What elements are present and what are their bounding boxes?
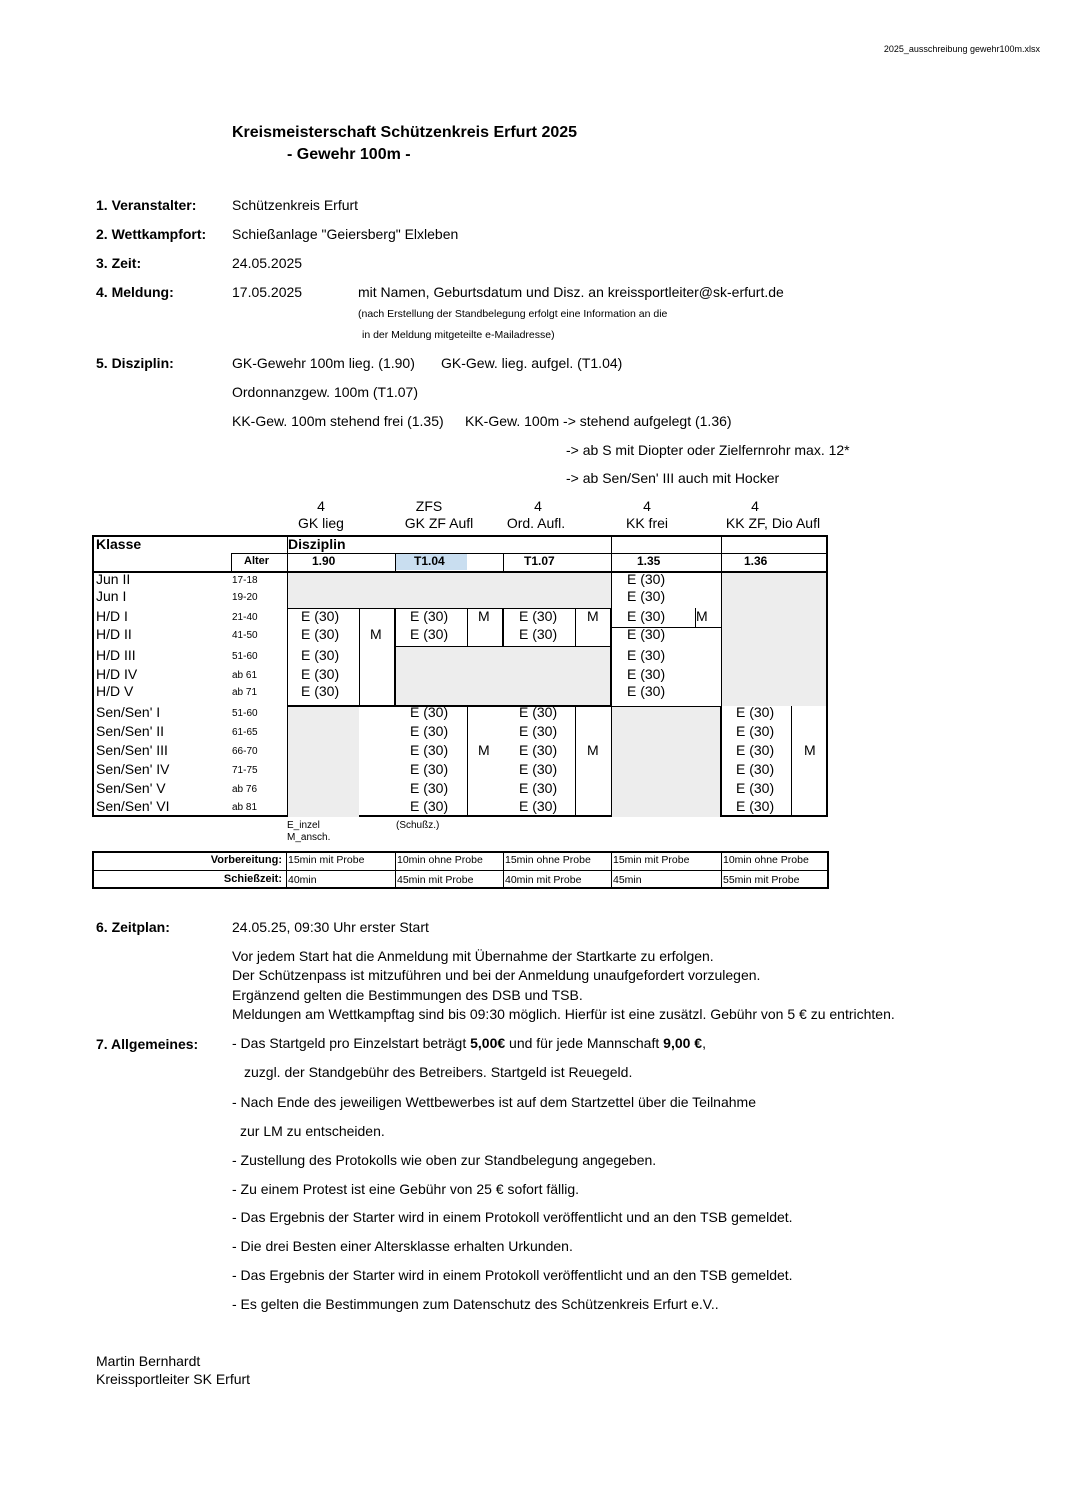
zeitplan-value: 24.05.25, 09:30 Uhr erster Start [232,919,429,935]
meldung-text: mit Namen, Geburtsdatum und Disz. an kreissportleiter@sk-erfurt.de [358,284,784,300]
disziplin-line-2: Ordonnanzgew. 100m (T1.07) [232,384,418,400]
file-name: 2025_ausschreibung gewehr100m.xlsx [883,44,1040,54]
allgemeines-line-9: - Das Ergebnis der Starter wird in einem Protokoll veröffentlicht und an den TSB gemeldet. [232,1267,793,1283]
entry-e: E (30) [627,647,666,663]
mannschaft-amount: 9,00 € [663,1035,703,1051]
startgeld-amount: 5,00€ [470,1035,506,1051]
entry-m: M [478,742,490,758]
schiesszeit-label: Schießzeit: [223,873,282,885]
klasse-cell: H/D V [96,683,134,699]
entry-e: E (30) [519,723,558,739]
empty-cell [721,571,826,706]
col-name: GK lieg [298,515,344,531]
klasse-cell: Sen/Sen' II [96,723,165,739]
time-col-divider [503,853,504,887]
entry-e: E (30) [410,761,449,777]
vorbereitung-cell: 15min mit Probe [288,854,365,866]
alter-cell: ab 71 [232,687,258,698]
allgemeines-line-6: - Zu einem Protest ist eine Gebühr von 25 € sofort fällig. [232,1181,580,1197]
entry-m: M [804,742,816,758]
alter-cell: 51-60 [232,708,258,719]
alter-cell: 51-60 [232,651,258,662]
entry-e: E (30) [301,608,340,624]
header-divider [94,571,826,573]
schiesszeit-cell: 45min mit Probe [397,874,474,886]
wettkampfort-label: 2. Wettkampfort: [96,226,207,242]
alter-cell: 21-40 [232,612,258,623]
alter-cell: ab 76 [232,784,258,795]
entry-e: E (30) [410,608,449,624]
klasse-cell: Jun II [96,571,131,587]
schiesszeit-cell: 45min [613,874,642,886]
col-divider [721,537,722,817]
m-col-divider [575,706,576,817]
entry-e: E (30) [301,647,340,663]
disziplin-line-1b: GK-Gew. lieg. aufgel. (T1.04) [441,355,623,371]
col-divider [395,553,396,571]
allgemeines-line-8: - Die drei Besten einer Altersklasse erhalten Urkunden. [232,1238,573,1254]
col-name: Ord. Aufl. [506,515,566,531]
entry-e: E (30) [519,626,558,642]
klasse-cell: Sen/Sen' III [96,742,168,758]
entry-e: E (30) [519,780,558,796]
legend-mannsch: M_ansch. [287,832,331,843]
empty-cell [287,571,395,608]
m-col-divider [359,608,360,706]
disziplin-note-2: -> ab Sen/Sen' III auch mit Hocker [566,470,780,486]
zeit-label: 3. Zeit: [96,255,142,271]
alter-cell: 71-75 [232,765,258,776]
block-outline [287,706,721,817]
entry-e: E (30) [519,761,558,777]
alter-cell: 66-70 [232,746,258,757]
meldung-date: 17.05.2025 [232,284,303,300]
vorbereitung-label: Vorbereitung: [210,854,282,866]
entry-e: E (30) [301,683,340,699]
col-num: 4 [317,498,325,514]
klasse-cell: Sen/Sen' VI [96,798,170,814]
entry-e: E (30) [627,571,666,587]
entry-e: E (30) [736,780,775,796]
entry-e: E (30) [410,742,449,758]
entry-e: E (30) [627,588,666,604]
alter-cell: ab 61 [232,670,258,681]
schiesszeit-cell: 40min [288,874,317,886]
text-fragment: und für jede Mannschaft [505,1035,664,1051]
col-num: 4 [643,498,651,514]
allgemeines-line-3: - Nach Ende des jeweiligen Wettbewerbes ist auf dem Startzettel über die Teilnahme [232,1094,756,1110]
time-row-divider [94,870,827,871]
col-num: ZFS [415,498,443,514]
zeitplan-p4: Meldungen am Wettkampftag sind bis 09:30 möglich. Hierfür ist eine zusätzl. Gebühr von 5 € zu entrichten. [232,1006,895,1022]
klasse-cell: Sen/Sen' I [96,704,161,720]
entry-e: E (30) [627,666,666,682]
m-col-divider [575,608,576,647]
klasse-cell: H/D II [96,626,132,642]
signature-name: Martin Bernhardt [96,1353,201,1369]
text-fragment: , [702,1035,706,1051]
alter-cell: 19-20 [232,592,258,603]
entry-e: E (30) [736,761,775,777]
time-table [92,851,829,889]
code-1-35: 1.35 [637,554,661,568]
col-divider [231,553,232,571]
code-t1-07: T1.07 [524,554,555,568]
zeitplan-p1: Vor jedem Start hat die Anmeldung mit Übernahme der Startkarte zu erfolgen. [232,948,714,964]
code-t1-04: T1.04 [414,554,445,568]
time-col-divider [721,853,722,887]
schiesszeit-cell: 40min mit Probe [505,874,582,886]
entry-e: E (30) [736,742,775,758]
zeitplan-p2: Der Schützenpass ist mitzuführen und bei der Anmeldung unaufgefordert vorzulegen. [232,967,761,983]
entry-e: E (30) [301,666,340,682]
zeit-value: 24.05.2025 [232,255,303,271]
allgemeines-line-7: - Das Ergebnis der Starter wird in einem Protokoll veröffentlicht und an den TSB gemeldet. [232,1209,793,1225]
allgemeines-line-4: zur LM zu entscheiden. [240,1123,385,1139]
alter-cell: 17-18 [232,575,258,586]
text-fragment: - Das Startgeld pro Einzelstart beträgt [232,1035,471,1051]
entry-e: E (30) [519,704,558,720]
col-num: 4 [751,498,759,514]
entry-e: E (30) [519,798,558,814]
allgemeines-line-1 [232,1035,706,1051]
entry-m: M [478,608,490,624]
block-outline [395,647,611,706]
entry-e: E (30) [301,626,340,642]
wettkampfort-value: Schießanlage "Geiersberg" Elxleben [232,226,459,242]
entry-e: E (30) [519,608,558,624]
allgemeines-line-5: - Zustellung des Protokolls wie oben zur Standbelegung angegeben. [232,1152,657,1168]
entry-m: M [587,742,599,758]
entry-m: M [370,626,382,642]
entry-m: M [587,608,599,624]
meldung-note-2: in der Meldung mitgeteilte e-Mailadresse) [362,329,555,341]
entry-e: E (30) [519,742,558,758]
entry-e: E (30) [410,798,449,814]
m-col-divider [791,706,792,817]
col-name: GK ZF Aufl [404,515,474,531]
code-1-36: 1.36 [744,554,768,568]
klasse-cell: H/D I [96,608,128,624]
allgemeines-line-2: zuzgl. der Standgebühr des Betreibers. Startgeld ist Reuegeld. [244,1064,633,1080]
entry-e: E (30) [410,704,449,720]
entry-e: E (30) [410,723,449,739]
klasse-cell: H/D III [96,647,136,663]
legend-schussz: (Schußz.) [396,820,440,831]
page-title: Kreismeisterschaft Schützenkreis Erfurt 2025 [232,124,578,141]
m-col-divider [467,608,468,647]
disziplin-line-3b: KK-Gew. 100m -> stehend aufgelegt (1.36) [465,413,732,429]
m-col-divider [467,706,468,817]
allgemeines-label: 7. Allgemeines: [96,1036,199,1052]
veranstalter-value: Schützenkreis Erfurt [232,197,359,213]
empty-cell [395,571,503,608]
col-name: KK ZF, Dio Aufl [725,515,821,531]
alter-cell: 61-65 [232,727,258,738]
disziplin-note-1: -> ab S mit Diopter oder Zielfernrohr max. 12* [566,442,850,458]
disziplin-label: 5. Disziplin: [96,355,174,371]
entry-e: E (30) [627,626,666,642]
zeitplan-label: 6. Zeitplan: [96,919,170,935]
disziplin-line-3a: KK-Gew. 100m stehend frei (1.35) [232,413,444,429]
time-col-divider [286,853,287,887]
alter-cell: ab 81 [232,802,258,813]
alter-cell: 41-50 [232,630,258,641]
time-col-divider [611,853,612,887]
legend-einzel: E_inzel [287,820,320,831]
code-1-90: 1.90 [312,554,336,568]
entry-e: E (30) [627,683,666,699]
discipline-table [92,535,828,817]
signature-role: Kreissportleiter SK Erfurt [96,1371,251,1387]
empty-cell [503,571,611,608]
col-divider [503,553,504,571]
entry-m: M [696,608,708,624]
vorbereitung-cell: 10min ohne Probe [723,854,809,866]
klasse-header: Klasse [96,536,142,552]
vorbereitung-cell: 15min ohne Probe [505,854,591,866]
vorbereitung-cell: 10min ohne Probe [397,854,483,866]
entry-e: E (30) [736,704,775,720]
alter-header: Alter [244,555,270,567]
meldung-note-1: (nach Erstellung der Standbelegung erfolgt eine Information an die [358,308,668,320]
allgemeines-line-10: - Es gelten die Bestimmungen zum Datenschutz des Schützenkreis Erfurt e.V.. [232,1296,719,1312]
disziplin-line-1a: GK-Gewehr 100m lieg. (1.90) [232,355,415,371]
entry-e: E (30) [736,798,775,814]
entry-e: E (30) [627,608,666,624]
time-col-divider [395,853,396,887]
veranstalter-label: 1. Veranstalter: [96,197,197,213]
zeitplan-p3: Ergänzend gelten die Bestimmungen des DSB und TSB. [232,987,583,1003]
entry-e: E (30) [736,723,775,739]
entry-e: E (30) [410,626,449,642]
page-subtitle: - Gewehr 100m - [287,146,411,163]
schiesszeit-cell: 55min mit Probe [723,874,800,886]
vorbereitung-cell: 15min mit Probe [613,854,690,866]
meldung-label: 4. Meldung: [96,284,174,300]
klasse-cell: Sen/Sen' V [96,780,166,796]
col-name: KK frei [625,515,668,531]
klasse-cell: Jun I [96,588,127,604]
entry-e: E (30) [410,780,449,796]
klasse-cell: H/D IV [96,666,138,682]
col-num: 4 [534,498,542,514]
disziplin-header: Disziplin [288,536,346,552]
klasse-cell: Sen/Sen' IV [96,761,170,777]
